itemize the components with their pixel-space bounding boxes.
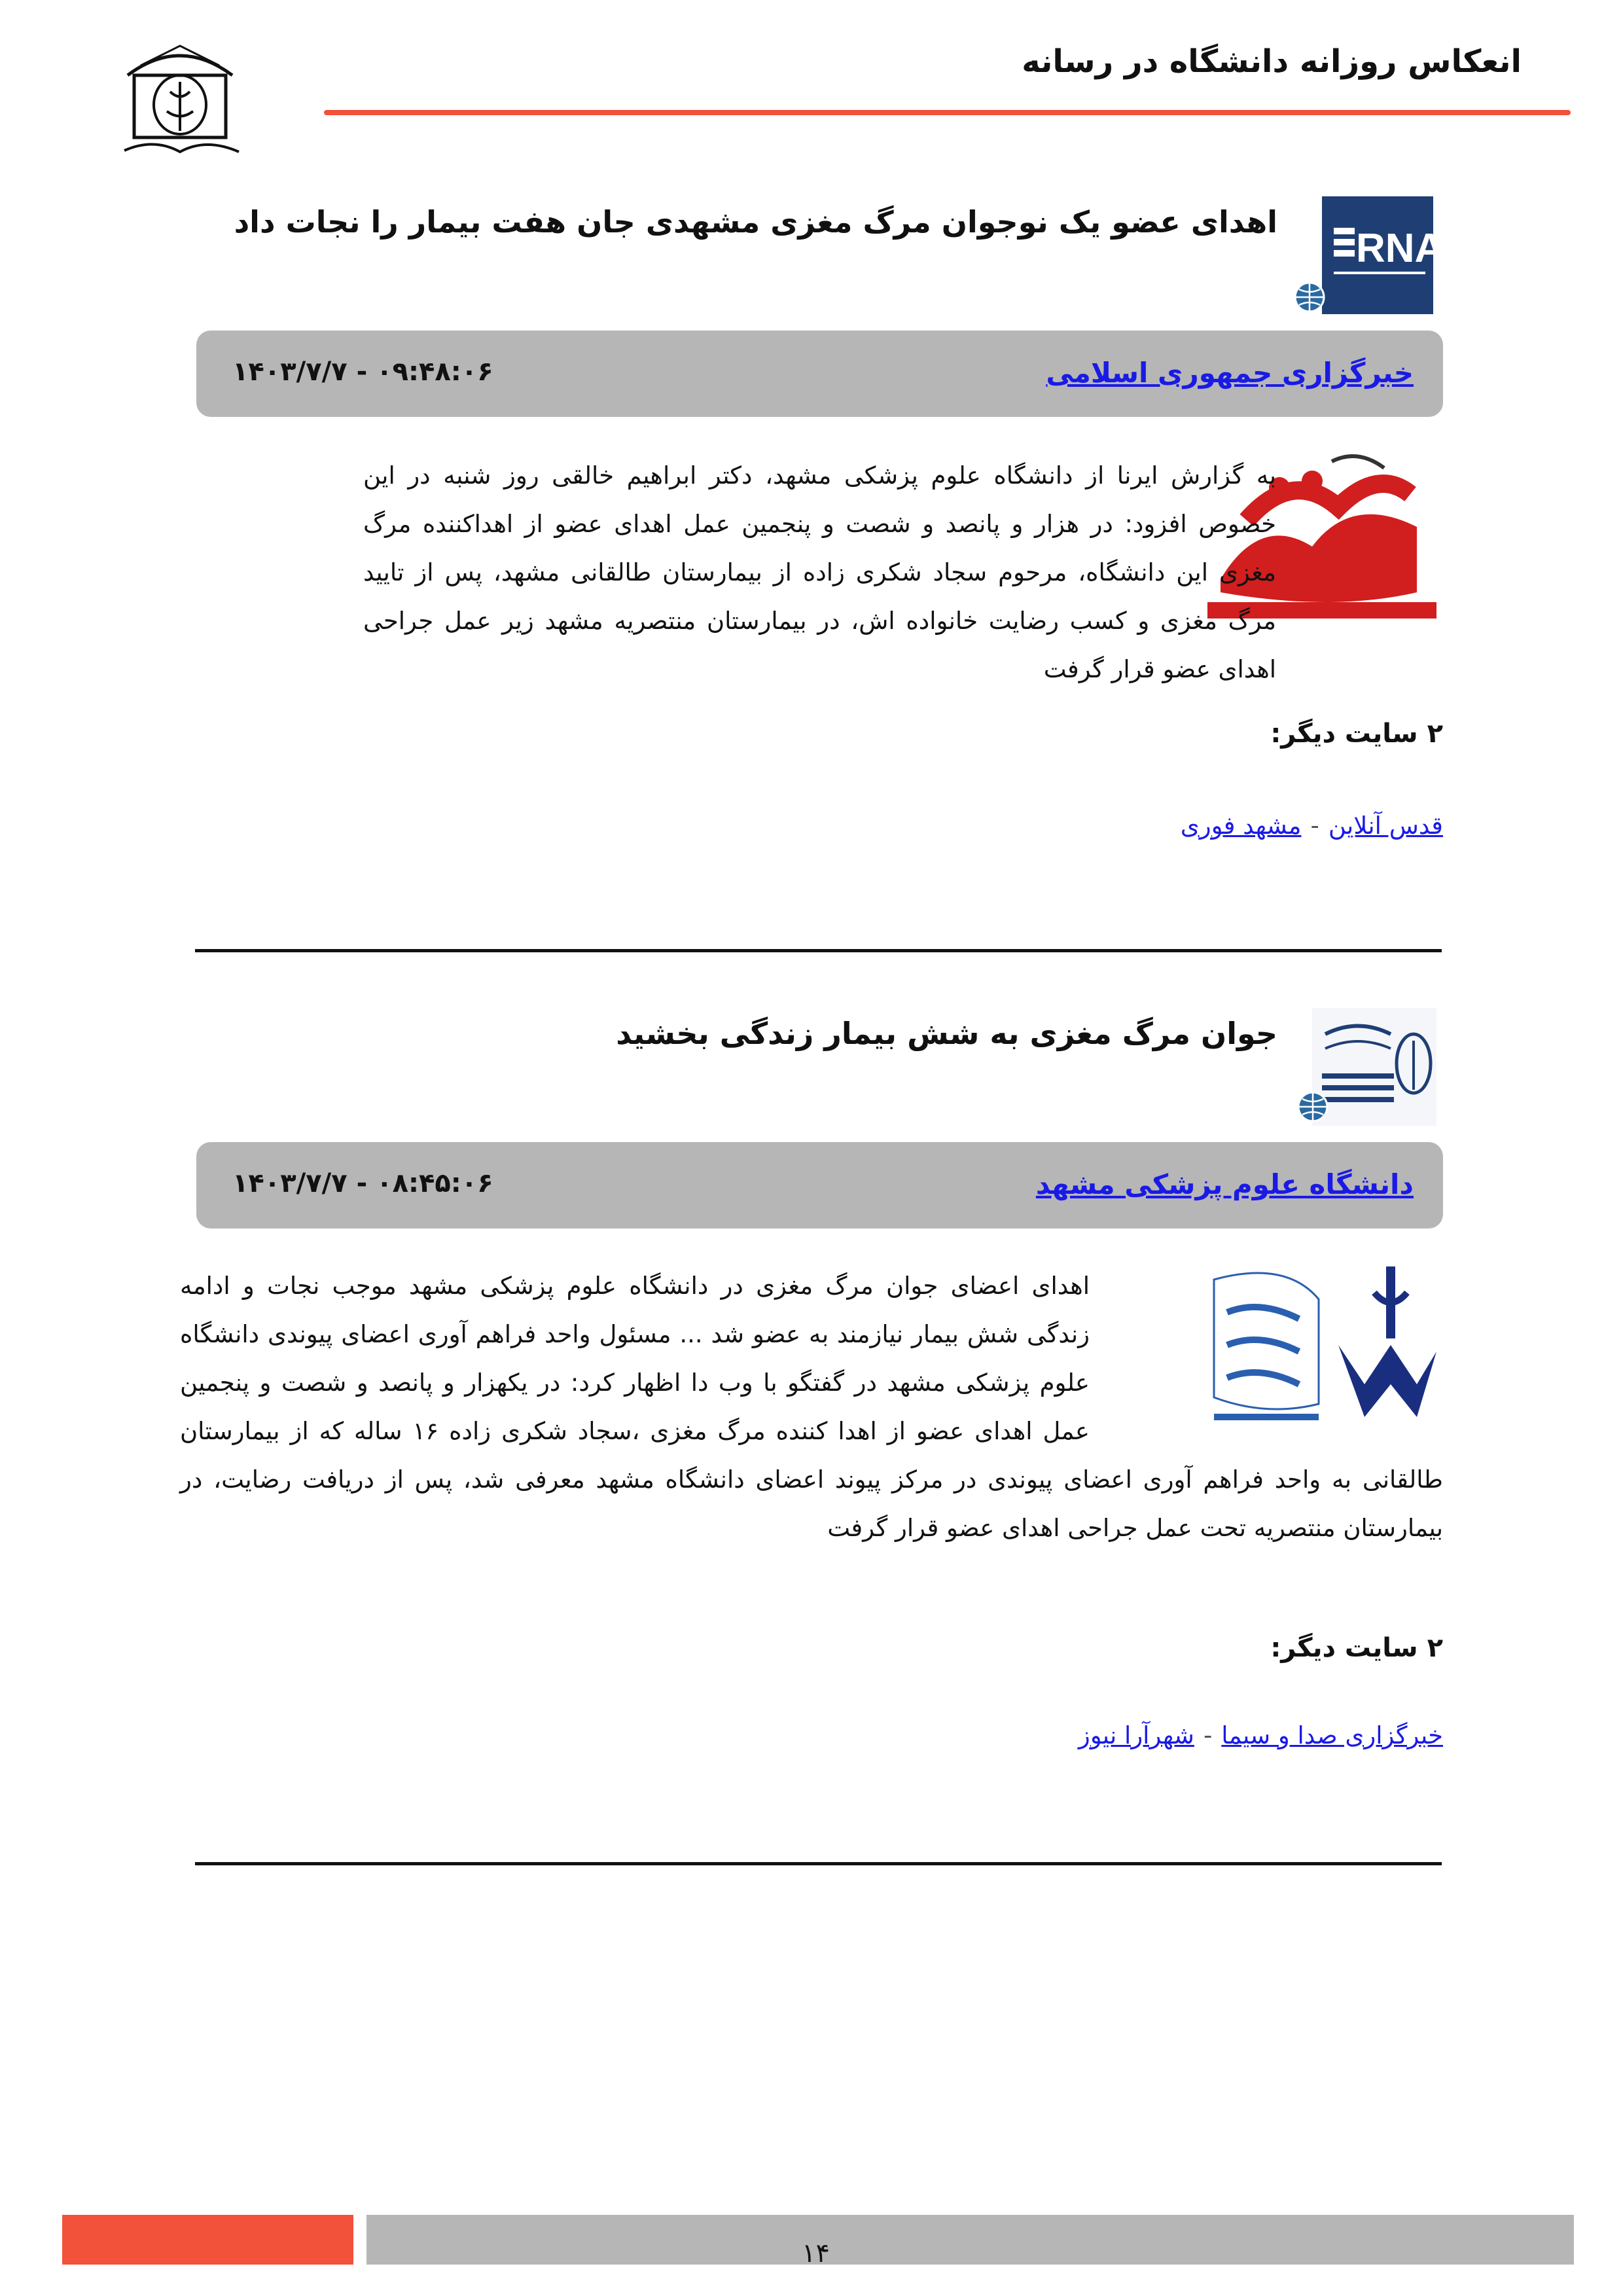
article-1-date: ۱۴۰۳/۷/۷ - ۰۹:۴۸:۰۶ [232,357,493,387]
university-seal-icon [115,39,245,164]
page-number: ۱۴ [802,2238,830,2269]
globe-icon [1296,1090,1330,1124]
header-divider [324,110,1571,115]
article-1-source-link[interactable]: خبرگزاری جمهوری اسلامی [1046,357,1414,389]
article-divider [195,1862,1442,1865]
article-2-link-2[interactable]: شهرآرا نیوز [1078,1721,1194,1749]
page-header-title: انعکاس روزانه دانشگاه در رسانه [1022,43,1522,80]
thumbnail-spacer [1090,1262,1443,1456]
article-1-other-links [1181,812,1443,840]
mums-logo-icon [1312,1008,1436,1126]
article-2-meta-bar [196,1142,1443,1229]
footer-accent-bar [62,2215,353,2265]
article-1-link-2[interactable]: مشهد فوری [1180,812,1302,840]
article-1-body: به گزارش ایرنا از دانشگاه علوم پزشکی مشهد، دکتر ابراهیم خالقی روز شنبه در این خصوص افزود: در هزار و پانصد و شصت و پنجمین عمل اهدای عضو از اهداکننده مرگ مغزی این دانشگاه، مرحوم سجاد شکری زاده از بیمارستان طالقانی مشهد، پس از تایید مرگ مغزی و کسب رضایت خانواده اش، در بیمارستان منتصریه مشهد زیر عمل جراحی اهدای عضو قرار گرفت [363,461,1276,683]
link-separator: - [1310,812,1319,840]
article-1-other-sites-label: ۲ سایت دیگر: [1270,719,1443,749]
article-2-source-link[interactable]: دانشگاه علوم پزشکی مشهد [1035,1168,1414,1200]
article-divider [195,949,1442,952]
footer-bar [366,2215,1574,2265]
article-2-date: ۱۴۰۳/۷/۷ - ۰۸:۴۵:۰۶ [232,1168,493,1198]
article-2-other-links [1079,1721,1443,1749]
article-2-title: جوان مرگ مغزی به شش بیمار زندگی بخشید [616,1016,1277,1051]
article-2-body [180,1262,1443,1552]
article-1-title: اهدای عضو یک نوجوان مرگ مغزی مشهدی جان هفت بیمار را نجات داد [234,204,1277,240]
globe-icon [1293,280,1327,314]
link-separator: - [1203,1721,1213,1749]
article-2-link-1[interactable]: خبرگزاری صدا و سیما [1221,1721,1443,1749]
article-2-body-text: اهدای اعضای جوان مرگ مغزی در دانشگاه علوم پزشکی مشهد موجب نجات و ادامه زندگی شش بیمار نیازمند به عضو شد ... مسئول واحد فراهم آوری اعضای پیوندی دانشگاه علوم پزشکی مشهد در گفتگو با وب دا اظهار کرد: در یکهزار و پانصد و شصت و پنجمین عمل اهدای عضو از اهدا کننده مرگ مغزی ،سجاد شکری زاده ۱۶ ساله که از بیمارستان طالقانی به واحد فراهم آوری اعضای پیوندی در مرکز پیوند اعضای دانشگاه مشهد معرفی شد، پس از دریافت رضایت، در بیمارستان منتصریه تحت عمل جراحی اهدای عضو قرار گرفت [180,1272,1443,1542]
svg-text:RNA: RNA [1356,226,1444,271]
article-1-meta-bar [196,331,1443,417]
article-2-other-sites-label: ۲ سایت دیگر: [1270,1633,1443,1663]
irna-logo-icon [1309,196,1444,314]
article-1-link-1[interactable]: قدس آنلاین [1328,812,1443,840]
